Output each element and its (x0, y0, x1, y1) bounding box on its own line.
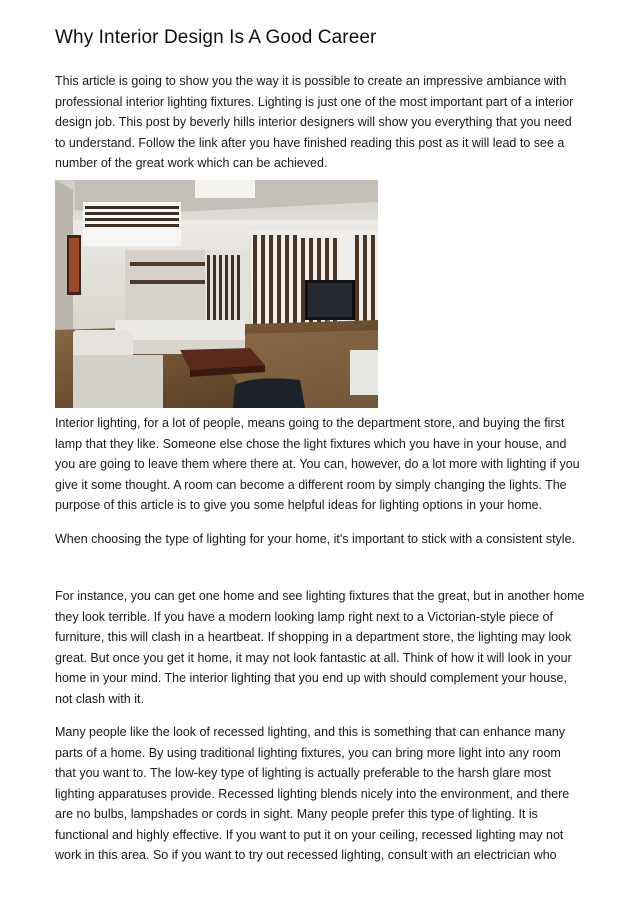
paragraph-3: When choosing the type of lighting for your home, it's important to stick with a consistent style. (55, 532, 575, 546)
living-room-photo (55, 180, 378, 408)
article-title: Why Interior Design Is A Good Career (55, 27, 377, 48)
intro-paragraph: This article is going to show you the way it is possible to create an impressive ambiance with professional interior lighting fixtures. Lighting is just one of the most important part of a interior design job. This post by beverly hills interior designers will show you everything that you need to understand. Follow the link after you have finished reading this post as it will lead to see a number of the great work which can be achieved. (55, 74, 574, 170)
paragraph-5: Many people like the look of recessed lighting, and this is something that can enhance many parts of a home. By using traditional lighting fixtures, you can bring more light into any room that you want to. The low-key type of lighting is actually preferable to the harsh glare most lighting apparatuses provide. Recessed lighting blends nicely into the environment, and there are no bulbs, lampshades or cords in sight. Many people prefer this type of lighting. It is functional and highly effective. If you want to put it on your ceiling, recessed lighting may not work in this area. So if you want to try out recessed lighting, consult with an electrician who (55, 725, 570, 862)
paragraph-4: For instance, you can get one home and see lighting fixtures that the great, but in another home they look terrible. If you have a modern looking lamp right next to a Victorian-style piece of furniture, this will clash in a heartbeat. If shopping in a department store, the lighting may look great. But once you get it home, it may not look fantastic at all. Think of how it will look in your home in your mind. The interior lighting that you end up with should complement your house, not clash with it. (55, 589, 585, 706)
paragraph-2: Interior lighting, for a lot of people, means going to the department store, and buying the first lamp that they like. Someone else chose the light fixtures which you have in your house, and you are going to leave them where there at. You can, however, do a lot more with lighting if you give it some thought. A room can become a different room by simply changing the lights. The purpose of this article is to give you some helpful ideas for lighting options in your home. (55, 416, 580, 512)
